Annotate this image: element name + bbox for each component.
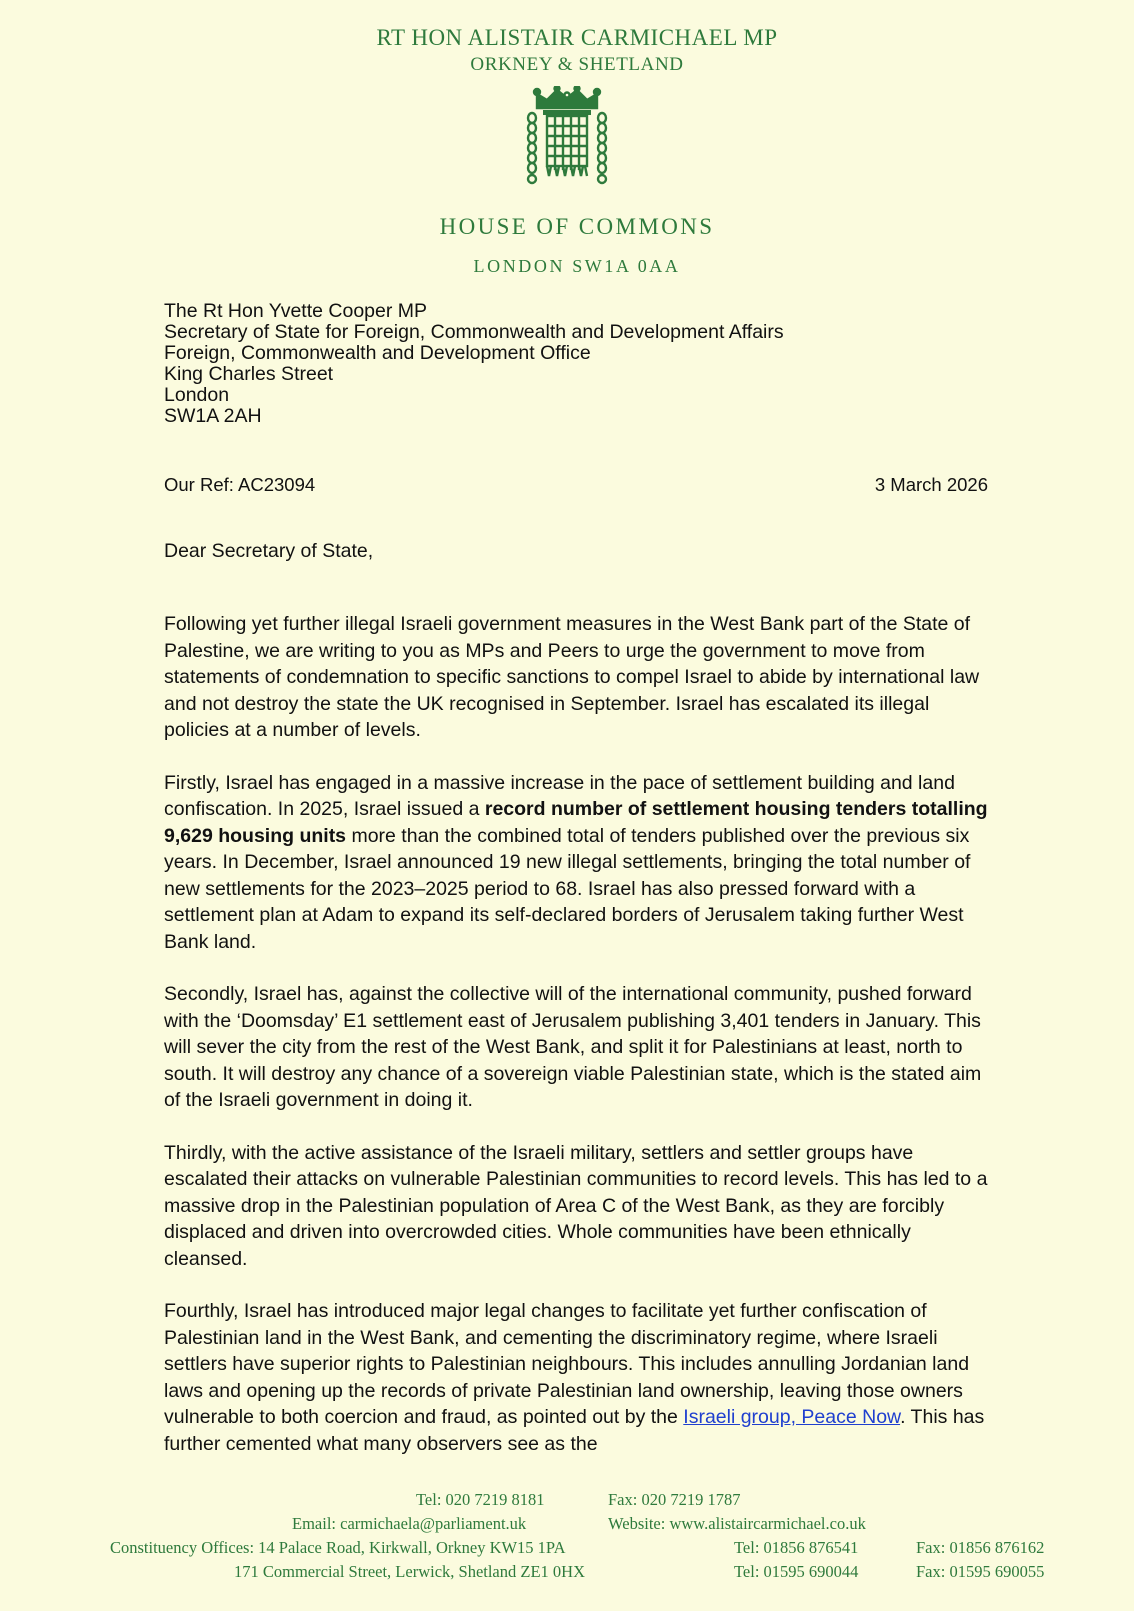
letter-date: 3 March 2026 <box>874 474 988 495</box>
recipient-line: London <box>164 384 230 406</box>
london-address: LONDON SW1A 0AA <box>473 256 681 276</box>
recipient-line: King Charles Street <box>164 363 334 385</box>
paragraph-4: Thirdly, with the active assistance of the Israeli military, settlers and settler groups have escalated their attacks on vulnerable Palestinian communities to record levels. This has led to a massive drop in the Palestinian population of Area C of the West Bank, as they are forcibly displaced and driven into overcrowded cities. Whole communities have been ethnically cleansed. <box>164 1141 988 1270</box>
footer-email[interactable]: Email: carmichaela@parliament.uk <box>292 1514 527 1533</box>
paragraph-1: Following yet further illegal Israeli government measures in the West Bank part of the State of Palestine, we are writing to you as MPs and Peers to urge the government to move from statements of condemnation to specific sanctions to compel Israel to abide by international law and not destroy the state the UK recognised in September. Israel has escalated its illegal policies at a number of levels. <box>164 613 980 741</box>
recipient-line: SW1A 2AH <box>164 405 262 427</box>
peace-now-link[interactable]: Israeli group, Peace Now <box>683 1406 901 1428</box>
paragraph-2-text-end: more than the combined total of tenders published over the previous six years. In December, Israel announced 19 new illegal settlements, bringing the total number of new settlements for the 2023–2025 period to 68. Israel has also pressed forward with a settlement plan at Adam to expand its self-declared borders of Jerusalem taking further West Bank land. <box>164 824 971 953</box>
salutation: Dear Secretary of State, <box>164 540 374 562</box>
footer-tel: Tel: 020 7219 8181 <box>416 1490 545 1509</box>
paragraph-2 <box>164 770 994 956</box>
our-ref: Our Ref: AC23094 <box>164 474 316 495</box>
mp-name: RT HON ALISTAIR CARMICHAEL MP <box>376 25 778 50</box>
letter-body <box>164 611 994 1483</box>
recipient-line: The Rt Hon Yvette Cooper MP <box>164 300 428 322</box>
paragraph-5 <box>164 1298 994 1457</box>
footer-office-kirkwall: Constituency Offices: 14 Palace Road, Kirkwall, Orkney KW15 1PA <box>110 1538 566 1557</box>
footer-office-lerwick-fax: Fax: 01595 690055 <box>916 1562 1045 1581</box>
footer-website[interactable]: Website: www.alistaircarmichael.co.uk <box>608 1514 866 1533</box>
reference-line <box>164 474 988 496</box>
constituency: ORKNEY & SHETLAND <box>470 54 684 75</box>
footer-office-lerwick-tel: Tel: 01595 690044 <box>734 1562 859 1581</box>
footer-office-kirkwall-tel: Tel: 01856 876541 <box>734 1538 859 1557</box>
paragraph-2-bold: record number of settlement housing tenders totalling 9,629 housing units <box>164 798 988 847</box>
recipient-line: Secretary of State for Foreign, Commonwealth and Development Affairs <box>164 321 784 343</box>
paragraph-5-text: Fourthly, Israel has introduced major legal changes to facilitate yet further confiscation of Palestinian land in the West Bank, and cementing the discriminatory regime, where Israeli settlers have superior rights to Palestinian neighbours. This includes annulling Jordanian land laws and opening up the records of private Palestinian land ownership, leaving those owners vulnerable to both coercion and fraud, as pointed out by the <box>164 1300 970 1428</box>
recipient-address <box>164 301 784 427</box>
recipient-line: Foreign, Commonwealth and Development Office <box>164 342 591 364</box>
footer-fax: Fax: 020 7219 1787 <box>608 1490 741 1509</box>
paragraph-2-text: Firstly, Israel has engaged in a massive increase in the pace of settlement building and land confiscation. In 2025, Israel issued a <box>164 771 955 820</box>
paragraph-5-text-end: . This has further cemented what many observers see as the <box>164 1406 985 1455</box>
letterhead <box>0 24 1134 78</box>
portcullis-icon <box>523 86 611 188</box>
paragraph-3: Secondly, Israel has, against the collective will of the international community, pushed forward with the ‘Doomsday’ E1 settlement east of Jerusalem publishing 3,401 tenders in January. This will sever the city from the rest of the West Bank, and split it for Palestinians at least, north to south. It will destroy any chance of a sovereign viable Palestinian state, which is the stated aim of the Israeli government in doing it. <box>164 983 982 1111</box>
footer-office-kirkwall-fax: Fax: 01856 876162 <box>916 1538 1045 1557</box>
footer-office-lerwick: 171 Commercial Street, Lerwick, Shetland ZE1 0HX <box>234 1562 585 1581</box>
house-of-commons: HOUSE OF COMMONS <box>439 214 715 239</box>
